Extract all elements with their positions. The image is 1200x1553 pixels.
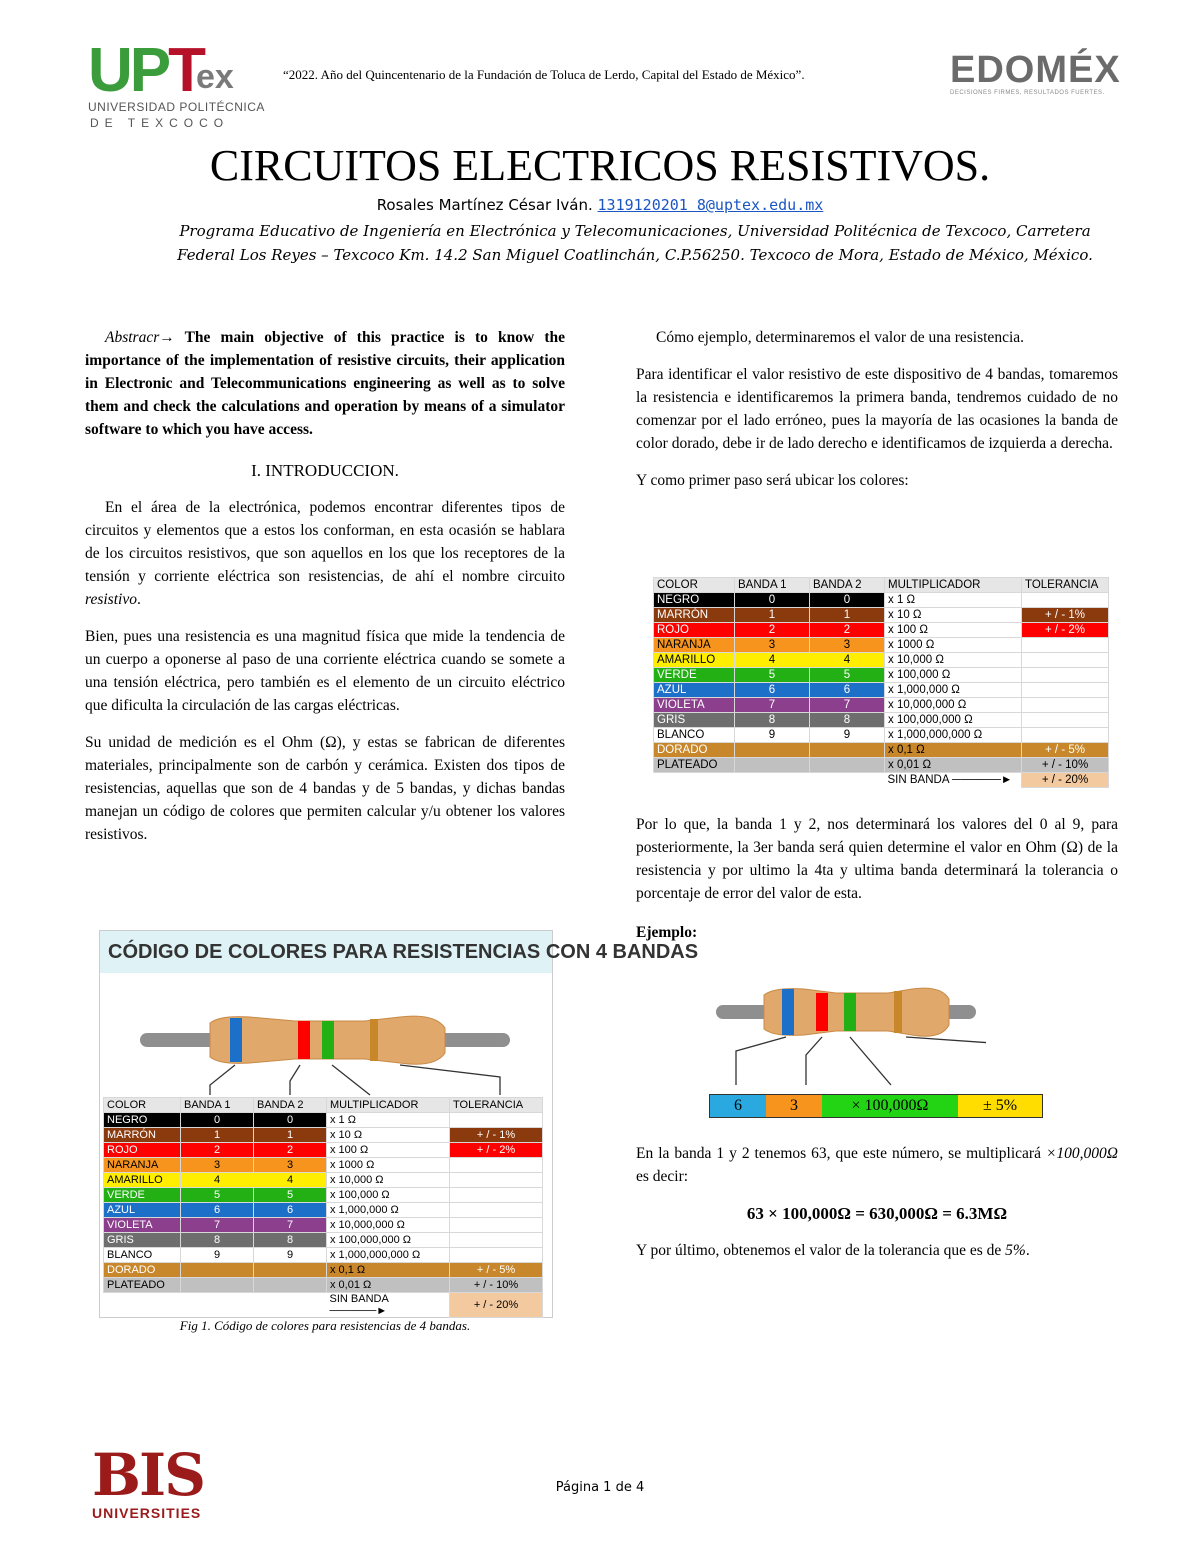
table-row — [104, 1158, 543, 1173]
table-row — [104, 1188, 543, 1203]
table-cell: 9 — [735, 728, 810, 743]
table-row — [654, 638, 1109, 653]
paper-title: CIRCUITOS ELECTRICOS RESISTIVOS. — [209, 141, 991, 190]
table-cell: SIN BANDA ──────► — [887, 774, 1013, 787]
example-band: 3 — [766, 1095, 822, 1117]
table-row — [654, 593, 1109, 608]
figure-caption: Fig 1. Código de colores para resistencias de 4 bandas. — [179, 1318, 471, 1333]
table-row — [654, 653, 1109, 668]
table-cell: 4 — [735, 653, 810, 668]
table-cell: 2 — [181, 1143, 254, 1158]
table-cell: 5 — [181, 1188, 254, 1203]
paragraph: Su unidad de medición es el Ohm (Ω), y estas se fabrican de diferentes materiales, principalmente son de carbón y cerámica. Existen dos tipos de resistencias, aquellas que son de 4 bandas y de 5 bandas, y dichas bandas manejan un código de colores que permiten calcular y/u obtener los valores resistivos. — [85, 734, 565, 843]
table-row — [104, 1293, 543, 1318]
table-row — [654, 743, 1109, 758]
right-column — [636, 326, 1118, 502]
table-cell: x 10,000,000 Ω — [327, 1218, 450, 1233]
table-cell: + / - 5% — [450, 1263, 543, 1278]
table-cell — [1022, 713, 1109, 728]
table-cell: + / - 10% — [450, 1278, 543, 1293]
table-cell: 8 — [735, 713, 810, 728]
table-cell: VIOLETA — [104, 1218, 181, 1233]
table-header: TOLERANCIA — [450, 1098, 543, 1113]
table-cell: x 100,000 Ω — [327, 1188, 450, 1203]
table-cell: NEGRO — [104, 1113, 181, 1128]
table-cell: 6 — [735, 683, 810, 698]
table-cell: x 1000 Ω — [885, 638, 1022, 653]
table-cell — [254, 1263, 327, 1278]
example-bands — [709, 1094, 1043, 1118]
table-row — [104, 1203, 543, 1218]
resistor-diagram — [100, 973, 552, 1098]
table-cell: + / - 2% — [1022, 623, 1109, 638]
table-cell: VERDE — [654, 668, 735, 683]
table-row — [104, 1233, 543, 1248]
paragraph: Por lo que, la banda 1 y 2, nos determinará los valores del 0 al 9, para posteriormente, la 3er banda será quien determine el valor en Ohm (Ω) de la resistencia y por ultimo la 4ta y ultima banda determinará la tolerancia o porcentaje de error del valor de esta. — [636, 816, 1118, 902]
example-label: Ejemplo: — [636, 924, 698, 941]
table-cell: 7 — [254, 1218, 327, 1233]
table-cell: 7 — [181, 1218, 254, 1233]
table-cell: SIN BANDA ──────► — [329, 1293, 389, 1317]
table-cell: MARRÓN — [654, 608, 735, 623]
abstract: Abstracr→ The main objective of this practice is to know the importance of the implementation of resistive circuits, their application in Electronic and Telecommunications engineering as well as to solve them and check the calculations and operation by means of a simulator software to which you have access. — [85, 329, 565, 438]
left-column — [85, 326, 565, 856]
table-header: COLOR — [654, 578, 735, 593]
color-code-table — [653, 577, 1109, 788]
section-heading: I. INTRODUCCION. — [251, 461, 399, 480]
table-cell: 4 — [181, 1173, 254, 1188]
table-cell: 0 — [181, 1113, 254, 1128]
table-cell: 9 — [254, 1248, 327, 1263]
table-cell — [1022, 668, 1109, 683]
table-cell: 6 — [254, 1203, 327, 1218]
table-cell — [450, 1113, 543, 1128]
table-cell — [254, 1278, 327, 1293]
table-cell: + / - 5% — [1022, 743, 1109, 758]
equation: 63 × 100,000Ω = 630,000Ω = 6.3MΩ — [746, 1204, 1008, 1223]
table-row — [104, 1143, 543, 1158]
paragraph: En la banda 1 y 2 tenemos 63, que este número, se multiplicará ×100,000Ω es decir: — [636, 1145, 1118, 1185]
table-cell: + / - 20% — [1022, 773, 1109, 788]
table-cell: AZUL — [654, 683, 735, 698]
table-cell: NARANJA — [104, 1158, 181, 1173]
table-cell: GRIS — [104, 1233, 181, 1248]
table-cell: x 1,000,000,000 Ω — [327, 1248, 450, 1263]
paragraph: Cómo ejemplo, determinaremos el valor de una resistencia. — [656, 329, 1025, 346]
table-cell: 1 — [181, 1128, 254, 1143]
right-column-bottom — [636, 1142, 1118, 1272]
table-header: MULTIPLICADOR — [327, 1098, 450, 1113]
table-row — [654, 758, 1109, 773]
table-cell: PLATEADO — [104, 1278, 181, 1293]
uptex-logo: UPT ex UNIVERSIDAD POLITÉCNICA DE TEXCOCO — [88, 36, 265, 130]
table-row — [104, 1128, 543, 1143]
table-cell: x 10,000,000 Ω — [885, 698, 1022, 713]
table-cell — [810, 758, 885, 773]
table-cell: 1 — [254, 1128, 327, 1143]
paragraph: Y por último, obtenemos el valor de la tolerancia que es de 5%. — [636, 1242, 1030, 1259]
table-cell — [1022, 683, 1109, 698]
table-cell: x 0,01 Ω — [327, 1278, 450, 1293]
table-row — [654, 698, 1109, 713]
table-row — [104, 1278, 543, 1293]
table-cell — [450, 1203, 543, 1218]
table-cell: + / - 1% — [450, 1128, 543, 1143]
table-cell: GRIS — [654, 713, 735, 728]
table-cell: 2 — [810, 623, 885, 638]
table-cell — [810, 743, 885, 758]
table-row — [654, 668, 1109, 683]
paragraph: En el área de la electrónica, podemos encontrar diferentes tipos de circuitos y elementos que a estos los conforman, en esta ocasión se hablara de los circuitos resistivos, que son aquellos en los que los receptores de la tensión y corriente eléctrica son resistencias, de ahí el nombre circuito resistivo. — [85, 499, 565, 608]
right-column-lower — [636, 813, 1118, 954]
table-cell: 2 — [735, 623, 810, 638]
table-row — [104, 1113, 543, 1128]
table-header: BANDA 2 — [254, 1098, 327, 1113]
table-cell: 9 — [810, 728, 885, 743]
table-cell: + / - 10% — [1022, 758, 1109, 773]
table-cell: 4 — [254, 1173, 327, 1188]
paragraph: Bien, pues una resistencia es una magnitud física que mide la tendencia de un cuerpo a oponerse al paso de una corriente eléctrica cuando se somete a una tensión eléctrica, pero también es el elemento de un circuito eléctrico que dificulta la circulación de las cargas eléctricas. — [85, 628, 565, 714]
table-cell: ROJO — [654, 623, 735, 638]
table-cell: DORADO — [104, 1263, 181, 1278]
table-cell — [450, 1188, 543, 1203]
example-band: × 100,000Ω — [822, 1095, 958, 1117]
table-cell: 5 — [810, 668, 885, 683]
table-cell: 3 — [735, 638, 810, 653]
table-cell: 3 — [810, 638, 885, 653]
table-cell: AMARILLO — [654, 653, 735, 668]
table-cell: 0 — [254, 1113, 327, 1128]
edomex-logo: EDOMÉX DECISIONES FIRMES, RESULTADOS FUERTES. — [950, 49, 1121, 96]
table-header: BANDA 2 — [810, 578, 885, 593]
table-row — [104, 1263, 543, 1278]
table-row — [104, 1218, 543, 1233]
color-code-table-figure — [103, 1097, 543, 1318]
table-cell: AZUL — [104, 1203, 181, 1218]
affiliation: Programa Educativo de Ingeniería en Electrónica y Telecomunicaciones, Universidad Politécnica de Texcoco, Carretera Federal Los Reyes – Texcoco Km. 14.2 San Miguel Coatlinchán, C.P.56250. Texcoco de Mora, Estado de México, México. — [177, 222, 1093, 264]
table-cell: VIOLETA — [654, 698, 735, 713]
table-cell: x 100,000 Ω — [885, 668, 1022, 683]
table-cell: VERDE — [104, 1188, 181, 1203]
table-cell: 9 — [181, 1248, 254, 1263]
table-cell — [735, 758, 810, 773]
table-cell — [450, 1233, 543, 1248]
paragraph: Y como primer paso será ubicar los colores: — [636, 472, 909, 489]
table-cell — [450, 1218, 543, 1233]
paragraph: Para identificar el valor resistivo de este dispositivo de 4 bandas, tomaremos la resistencia e identificaremos la primera banda, tendremos cuidado de no comenzar por el lado erróneo, pues la mayoría de las ocasiones la banda de color dorado, debe ir de lado derecho e identificamos de izquierda a derecha. — [636, 366, 1118, 452]
table-cell: x 100 Ω — [885, 623, 1022, 638]
table-cell — [1022, 653, 1109, 668]
table-cell: 8 — [181, 1233, 254, 1248]
table-cell: x 0,1 Ω — [885, 743, 1022, 758]
table-cell — [450, 1158, 543, 1173]
table-cell: x 1000 Ω — [327, 1158, 450, 1173]
table-header: BANDA 1 — [181, 1098, 254, 1113]
table-cell: x 1,000,000 Ω — [327, 1203, 450, 1218]
table-cell: ROJO — [104, 1143, 181, 1158]
bis-logo: BIS UNIVERSITIES — [92, 1441, 205, 1521]
table-cell: x 1,000,000,000 Ω — [885, 728, 1022, 743]
table-cell: x 1 Ω — [885, 593, 1022, 608]
table-row — [654, 683, 1109, 698]
table-row — [104, 1173, 543, 1188]
table-cell — [1022, 698, 1109, 713]
author-email-link[interactable]: 1319120201 8@uptex.edu.mx — [597, 196, 824, 214]
table-cell: 6 — [810, 683, 885, 698]
table-cell: x 10,000 Ω — [885, 653, 1022, 668]
table-cell: x 100,000,000 Ω — [327, 1233, 450, 1248]
table-cell — [735, 743, 810, 758]
table-cell — [450, 1173, 543, 1188]
table-cell: + / - 2% — [450, 1143, 543, 1158]
table-cell: x 10 Ω — [885, 608, 1022, 623]
table-row — [654, 728, 1109, 743]
table-cell: 1 — [810, 608, 885, 623]
table-cell: AMARILLO — [104, 1173, 181, 1188]
table-cell: 3 — [181, 1158, 254, 1173]
table-cell: 0 — [735, 593, 810, 608]
table-cell: 7 — [735, 698, 810, 713]
table-cell: 4 — [810, 653, 885, 668]
table-row — [654, 773, 1109, 788]
table-cell — [1022, 638, 1109, 653]
table-cell: 1 — [735, 608, 810, 623]
table-cell: 7 — [810, 698, 885, 713]
table-cell: x 10 Ω — [327, 1128, 450, 1143]
table-header: COLOR — [104, 1098, 181, 1113]
table-cell: NARANJA — [654, 638, 735, 653]
table-header: BANDA 1 — [735, 578, 810, 593]
example-band: ± 5% — [958, 1095, 1042, 1117]
table-cell: 2 — [254, 1143, 327, 1158]
figure-heading: CÓDIGO DE COLORES PARA RESISTENCIAS CON 4 BANDAS — [100, 931, 552, 973]
table-cell: x 10,000 Ω — [327, 1173, 450, 1188]
table-cell: x 100 Ω — [327, 1143, 450, 1158]
table-cell: 8 — [254, 1233, 327, 1248]
table-cell: + / - 1% — [1022, 608, 1109, 623]
table-cell: x 1 Ω — [327, 1113, 450, 1128]
table-cell: x 1,000,000 Ω — [885, 683, 1022, 698]
example-resistor-diagram — [716, 975, 986, 1090]
table-row — [654, 608, 1109, 623]
table-cell: MARRÓN — [104, 1128, 181, 1143]
table-cell: 5 — [735, 668, 810, 683]
table-cell: BLANCO — [654, 728, 735, 743]
table-cell: 6 — [181, 1203, 254, 1218]
table-header: MULTIPLICADOR — [885, 578, 1022, 593]
table-cell: DORADO — [654, 743, 735, 758]
table-cell: + / - 20% — [450, 1293, 543, 1318]
page-number: Página 1 de 4 — [555, 1480, 645, 1495]
table-row — [104, 1248, 543, 1263]
table-cell: 3 — [254, 1158, 327, 1173]
table-row — [654, 713, 1109, 728]
table-cell: NEGRO — [654, 593, 735, 608]
table-cell: x 0,01 Ω — [885, 758, 1022, 773]
table-cell: 5 — [254, 1188, 327, 1203]
example-band: 6 — [710, 1095, 766, 1117]
table-cell: BLANCO — [104, 1248, 181, 1263]
table-cell: x 0,1 Ω — [327, 1263, 450, 1278]
table-cell — [1022, 593, 1109, 608]
table-cell — [450, 1248, 543, 1263]
table-cell: 0 — [810, 593, 885, 608]
author-line — [0, 196, 1200, 214]
table-header: TOLERANCIA — [1022, 578, 1109, 593]
table-cell: 8 — [810, 713, 885, 728]
table-cell — [181, 1278, 254, 1293]
author-name: Rosales Martínez César Iván. — [376, 196, 593, 214]
table-cell — [181, 1263, 254, 1278]
table-row — [654, 623, 1109, 638]
header-quote: “2022. Año del Quincentenario de la Fundación de Toluca de Lerdo, Capital del Estado de México”. — [283, 67, 805, 82]
table-cell: x 100,000,000 Ω — [885, 713, 1022, 728]
table-cell — [1022, 728, 1109, 743]
table-cell: PLATEADO — [654, 758, 735, 773]
